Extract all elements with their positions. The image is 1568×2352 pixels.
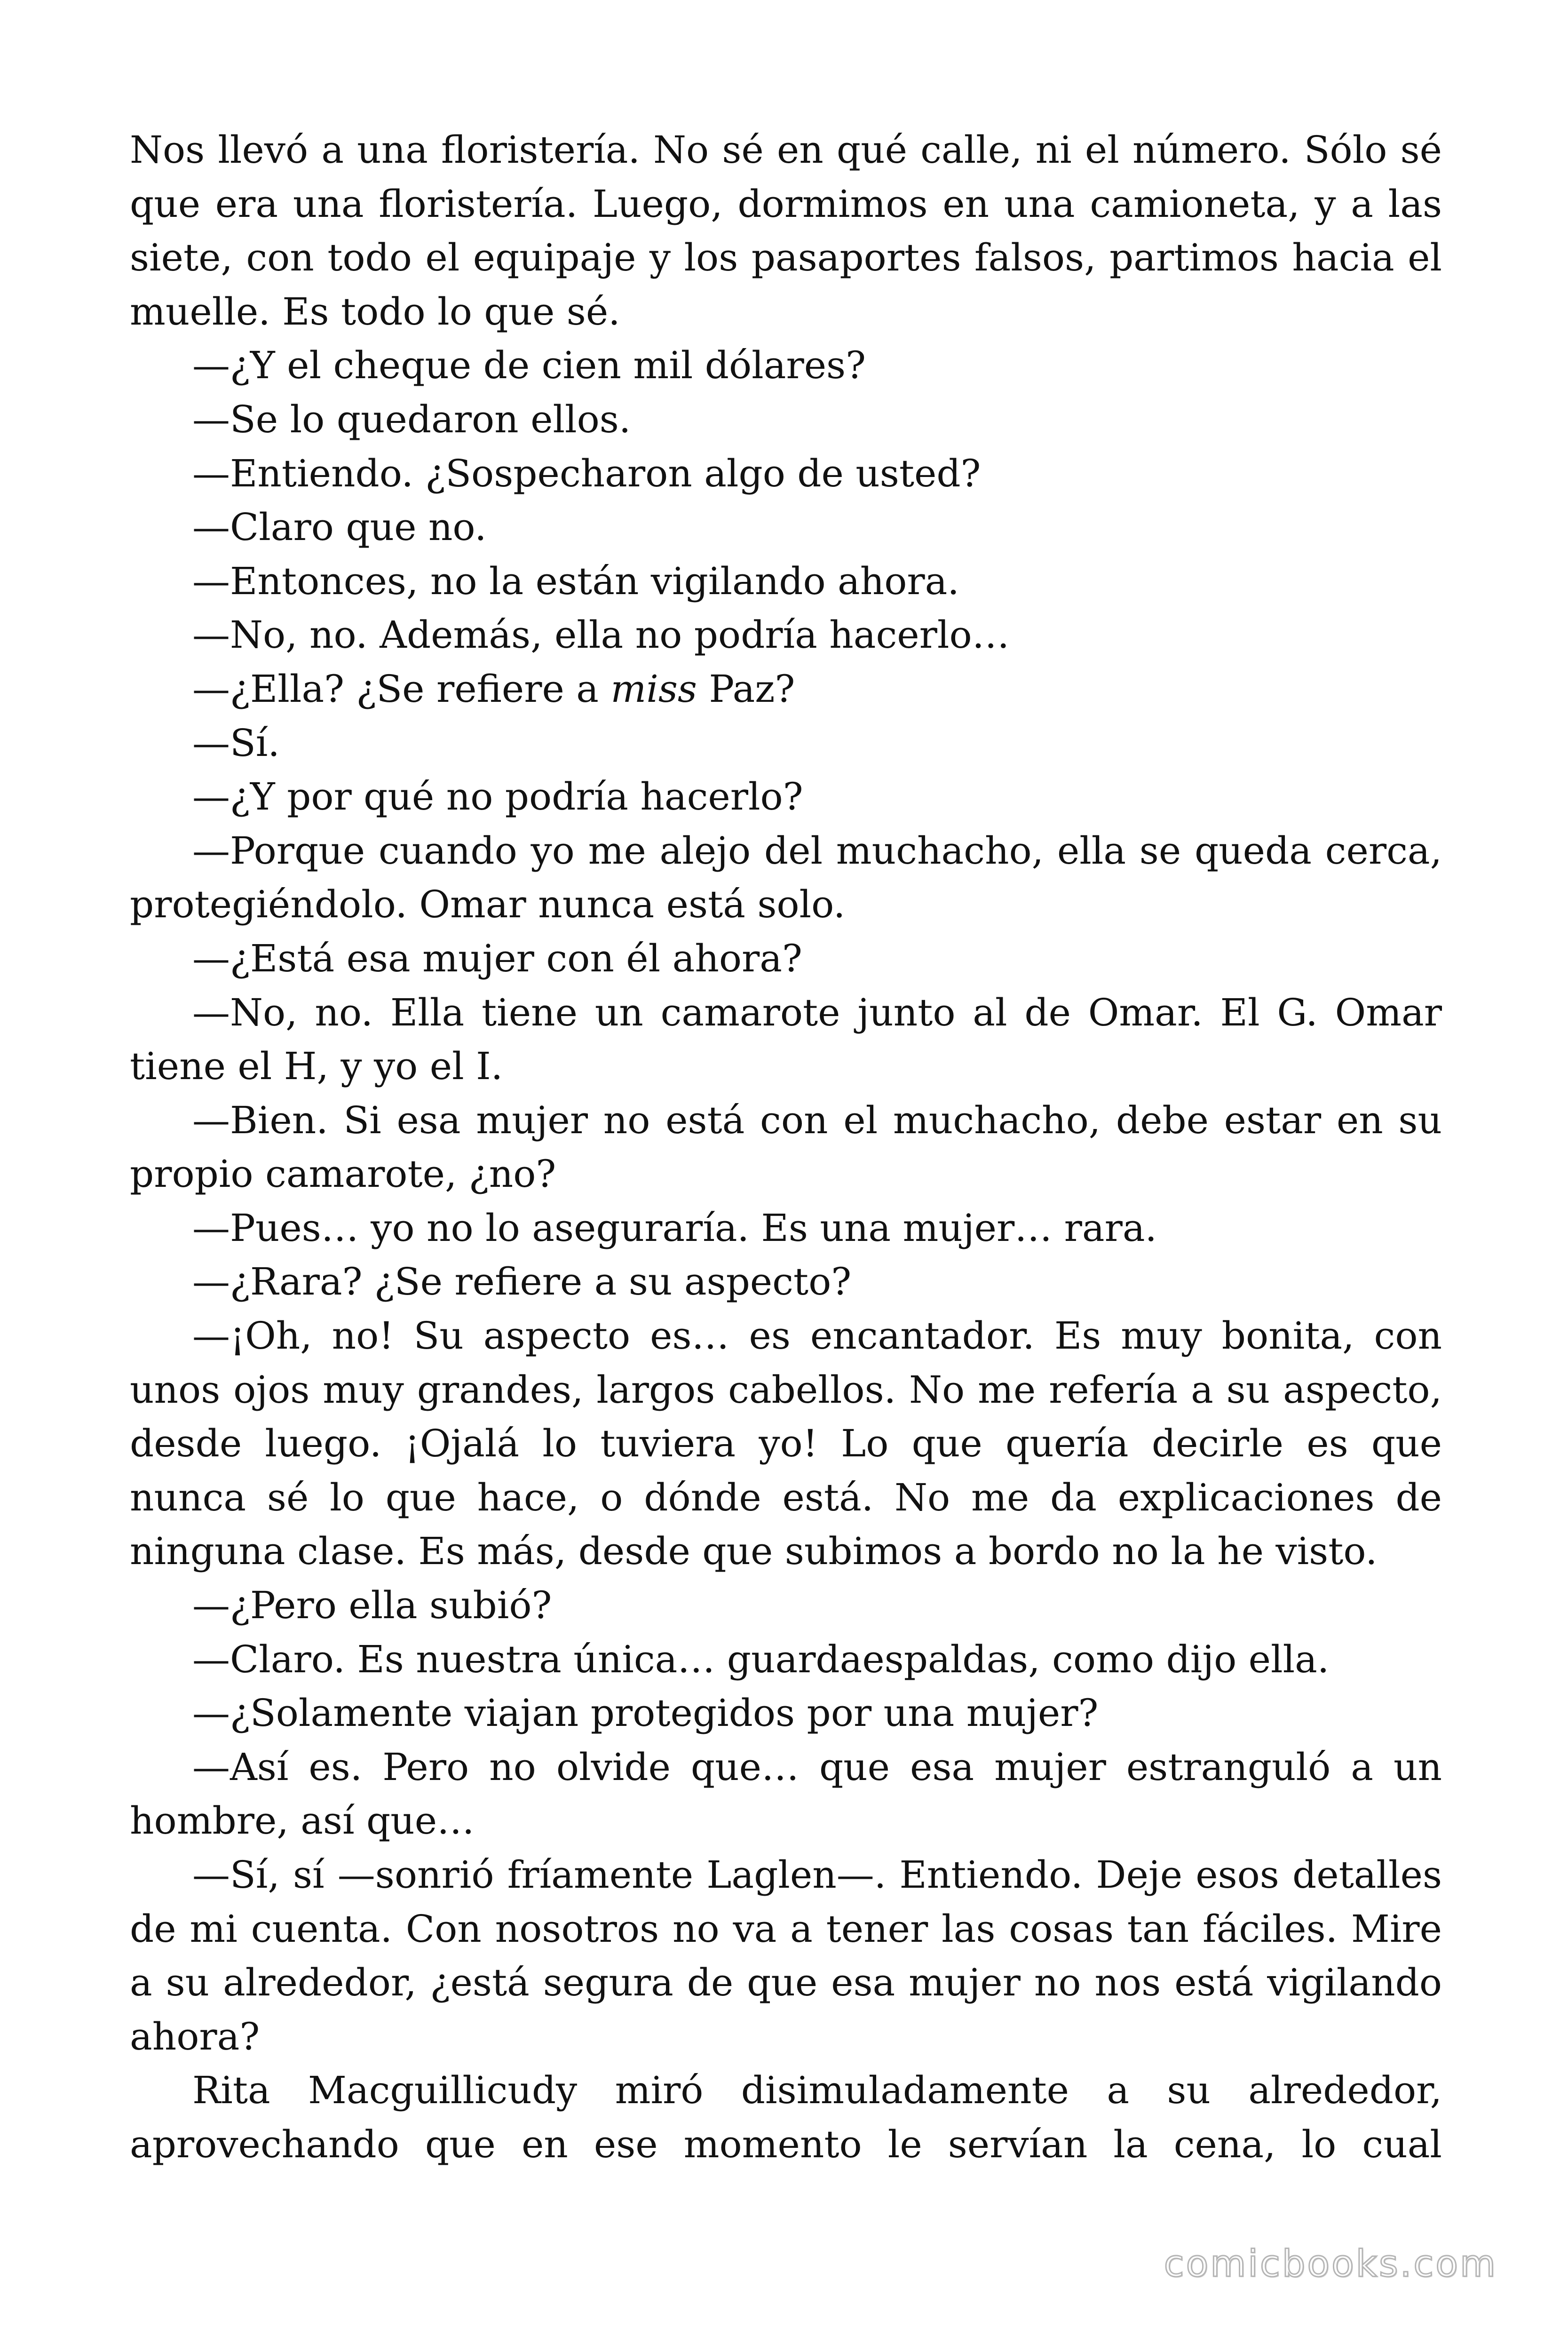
- paragraph-7: —No, no. Además, ella no podría hacerlo…: [192, 613, 1010, 657]
- paragraph-10: —¿Y por qué no podría hacerlo?: [192, 775, 803, 819]
- watermark: comicbooks.com: [1164, 2243, 1497, 2285]
- paragraph-18: —¿Pero ella subió?: [192, 1583, 552, 1628]
- paragraph-6: —Entonces, no la están vigilando ahora.: [192, 559, 959, 603]
- paragraph-17: —¡Oh, no! Su aspecto es… es encantador. Es muy bonita, con unos ojos muy grandes, largos cabellos. No me refería a su aspecto, desde luego. ¡Ojalá lo tuviera yo! Lo que quería decirle es que nunca sé lo que hace, o dónde está. No me da explicaciones de ninguna clase. Es más, desde que subimos a bordo no la he visto.: [130, 1314, 1442, 1573]
- paragraph-11: —Porque cuando yo me alejo del muchacho, ella se queda cerca, protegiéndolo. Omar nunca está solo.: [130, 828, 1442, 927]
- paragraph-20: —¿Solamente viajan protegidos por una mujer?: [192, 1691, 1099, 1735]
- paragraph-15: —Pues… yo no lo aseguraría. Es una mujer… rara.: [192, 1206, 1157, 1250]
- book-page-text: [130, 123, 1442, 2172]
- paragraph-8-before: —¿Ella? ¿Se refiere a: [192, 667, 611, 711]
- paragraph-13: —No, no. Ella tiene un camarote junto al de Omar. El G. Omar tiene el H, y yo el I.: [130, 990, 1442, 1089]
- paragraph-22: —Sí, sí —sonrió fríamente Laglen—. Entiendo. Deje esos detalles de mi cuenta. Con nosotros no va a tener las cosas tan fáciles. Mire a su alrededor, ¿está segura de que esa mujer no nos está vigilando ahora?: [130, 1853, 1442, 2058]
- paragraph-1: Nos llevó a una floristería. No sé en qué calle, ni el número. Sólo sé que era una floristería. Luego, dormimos en una camioneta, y a las siete, con todo el equipaje y los pasaportes falsos, partimos hacia el muelle. Es todo lo que sé.: [130, 128, 1442, 334]
- paragraph-8: [130, 662, 1442, 716]
- paragraph-16: —¿Rara? ¿Se refiere a su aspecto?: [192, 1260, 852, 1304]
- paragraph-8-after: Paz?: [697, 667, 795, 711]
- paragraph-8-italic: miss: [610, 667, 697, 711]
- paragraph-5: —Claro que no.: [192, 505, 487, 549]
- paragraph-3: —Se lo quedaron ellos.: [192, 397, 631, 441]
- paragraph-4: —Entiendo. ¿Sospecharon algo de usted?: [192, 451, 981, 495]
- paragraph-9: —Sí.: [192, 721, 280, 765]
- paragraph-14: —Bien. Si esa mujer no está con el muchacho, debe estar en su propio camarote, ¿no?: [130, 1098, 1442, 1196]
- paragraph-19: —Claro. Es nuestra única… guardaespaldas, como dijo ella.: [192, 1637, 1330, 1681]
- paragraph-23: Rita Macguillicudy miró disimuladamente a su alrededor, aprovechando que en ese momento le servían la cena, lo cual: [130, 2068, 1442, 2166]
- paragraph-21: —Así es. Pero no olvide que… que esa mujer estranguló a un hombre, así que…: [130, 1745, 1442, 1843]
- paragraph-2: —¿Y el cheque de cien mil dólares?: [192, 343, 866, 388]
- paragraph-12: —¿Está esa mujer con él ahora?: [192, 936, 802, 980]
